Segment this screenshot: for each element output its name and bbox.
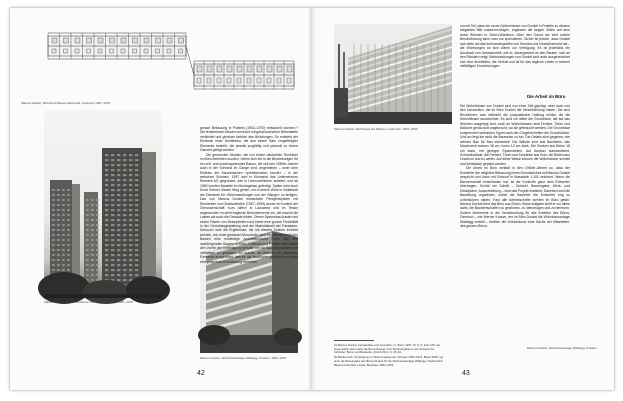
section-text	[460, 104, 570, 340]
footnote: 19 Marcus Dunkel, Fertigteilbau und Grundriss, in: Werk, 1967, Nr. 5, S. 310–318; als Gegenstück dazu siehe die Bemerkungen zum Wohnungsbau in der Schweiz bei Schröder, Beton und Baukultur, Zürich 2012, S. 45–52.	[334, 343, 440, 355]
paragraph: Die Arbeit im Büro verläuft in den 1960er-Jahren so, dass der Entwerfer die mögliche Bebauung eines Grundstückes mit Marcus Dunkel bespricht und dann mit Entwurf in Massstab 1:100 zeichnet. Wenn die Bauherrschaft entschieden hat, ist die Kontrolle ganz dem Entwerfer übertragen. Schritt um Schritt – Entwurf, Baueingabe, Werk- und Detailpläne, Ausschreibung – wird das Projekt realisiert. Daneben wird die Bauleitung organisiert, wobei die Bauleiter die Entwerfer eng zu unterstützen haben. Fast alle Arbeitsschritte werden im Büro getan. Marcus Dunkel führt das Büro aus Zürich. Seine Aufgabe sieht er vor allem darin, die Bauherrschaften zu gewinnen, zu überzeugen und zu betreuen. Zudem übernimmt er die Verantwortung für alle Arbeiten des Büros. Dennoch – wie Werner Knauer, der im Büro Dunkel die Wohnhausanlage Waldegg erstellt – bleiben die Wohnhäuser eine Sache der Mitarbeiter, des ganzen Büros.	[460, 166, 570, 229]
footnote: 20 Bettina Holt, Vorfertigung im Wohnungsbau der Schweiz 1960–1975, Basel 2009; vgl. auch die Baueingabe des Büros Dunkel für die Wohnhausanlage Waldegg, Staatsarchiv Basel-Landschaft, Liestal, Bauakten 1963–1966.	[334, 355, 444, 367]
footnote-rule	[334, 340, 374, 341]
bottom-right-caption: Marcus Dunkel, Wohnhausanlage Waldegg, Pratteln	[527, 346, 597, 350]
towers-photo	[44, 110, 162, 298]
page-number-right: 43	[462, 370, 470, 377]
facade-caption: Marcus Dunkel, Wohnhaus auf Stelzen, Lauterach, 1957–1959	[334, 127, 418, 131]
floor-plan-caption: Marcus Dunkel, Wohnhochhäuser Altenmark, Listenwil, 1967–1970	[21, 101, 111, 105]
paragraph: Die Wohnhäuser von Dunkel sind von einer Zeit geprägt, aber auch von den Umwerfern, die im Büro Dunkel die Verwirklichung haben. Sie sind Bezeichner, was vielleicht die pragmatische Haltung erklärt, die die Wohnhäuser auszeichnet. Es sind vor allem die Grundrisse, die auf das Wohnen ausgelegt sind; auch an Wohnhäusern sind Fenster, Türen und Balkone genau dort angebracht, wo sie gebraucht werden. Die Grundrisse entsprechen vertrauten Typen nach den Gegebenheiten der Grundstücke. Und wo liegt sie nicht die Bauweise zu tun. Die Details sind gegeben; wie werden Bau für Bau entwickelt. Die Wände sind aus Backstein, das Mauerwerk aussen 38 cm, innen 12 cm stark. Die Decken aus Beton 18 cm stark, mit geringer Spannweiten. Auf Ausbau standardisiert, Schrankwände, die Fenster, Türen und Schränke aus Holz, die Böden aus Linoleum und so weiter. Auf diese Weise können die Wohnhäuser schnell und verlässlich geplant werden.	[460, 104, 570, 166]
facade-photo	[334, 24, 452, 124]
book-spread	[10, 8, 614, 390]
book-gutter	[308, 8, 316, 390]
page-number-left: 42	[197, 370, 205, 377]
left-page	[10, 8, 311, 390]
footnotes	[334, 344, 444, 368]
floor-plan-drawing	[44, 24, 298, 98]
left-body-text	[200, 126, 298, 264]
paragraph: Die genannten Studien, die von einem deutschen Techniker im Büro betrieben wurden, reihen sich ein in die Bestrebungen für ein zeit- und kostensparendes Bauen, die seit den 1950er-Jahren auch in der Schweiz im Gange sind, angetrieben – unter dem Einfluss der französischen «préfabrication lourde» – in der welschen Schweiz. 1957 wird in Küsnacht das Unternehmen Element AG gegründet, das in Lizenzverfahren arbeitet, und ab 1960 werden Bauteile im Montagebau gefertigt. Später wird auch Ernst Göhner diesen Weg gehen, um in einem Werk in Volketswil die Elemente für «Wohnsiedlungen von der Stange» zu fertigen. Das von Marcus Dunkel entwickelte Fertigteilsystem mit Elementen von Gebäudehöhe (1957–1959) wurde im Kontext der Genossenschaft «Les Ailes» in Lausanne und im Tessin angewendet; es sieht tragende Betonelemente vor, die sowohl die Lasten als auch die Fassade bilden. Dieser Systembau basiert auf einem Raster von Betonpfeilern und bietet eine grosse Flexibilität in der Grundrissgestaltung und der Materialwahl der Fassaden. Dennoch sind die Ergebnisse, die mit diesem System erreicht wurden, von einer gewissen Monotonie nicht frei; ebenso fehlt den Bauten eine eindeutige architektonische Form. Bei den nachfolgenden Bauten in Wien, Listenwil und Pratteln hat Dunkel den Vorteil der Vorfertigung genutzt, um die Bauteile präziser und vielfältiger zu gestalten. So wurden die Balkone als plastische Elemente ausgebildet, welche die Baukörper gliedern und ihnen eine prägnante Erscheinung verleihen.	[200, 152, 298, 264]
section-heading: Die Arbeit im Büro	[527, 94, 566, 99]
towers-caption: Marcus Dunkel, Wohnhochhäuser Altenmark, Listenwil, 1967–1970	[44, 300, 134, 304]
balcony-caption: Marcus Dunkel, Wohnhausanlage Waldegg, Pratteln, 1963–1970	[200, 356, 287, 360]
right-page	[312, 8, 614, 390]
paragraph: um mit Teil, dass der neuen Wohnhäuser von Dunkel in Pratteln zu diesem eleganten Bild zusammenfügen, ergänzen die langen Zeilen auf dem Areal Wohnen in Zürich-Wiedikon. Über den Grund der eine solche Beschränkung kann man nur spekulieren. Sicher ist jedoch, dass Dunkel sich stets um das Ineinandergreifen von Struktur und Gestalt bemüht hat – die Wohnungen an sich waren zur Verfügung. Es ist jedenfalls ein Ausdruck von Gelassenheit, wie er, darangesetzt an den Bauten, sich an den Rändern zeigt. Wohnsiedlungen von Dunkel sind auch ausgezeichnet hat: eine Architektur, die Verlust und ist für das tägliche Leben in seinem vielfältigen Erscheinungen.	[460, 24, 570, 69]
right-body-text	[460, 24, 570, 94]
paragraph: grosse Bebauung in Pratteln (1963–1970) entwickelt worden.¹⁹ Die fensterlosen Mauern sind dort mit geschosshohen Betontafeln verkleidet und gleichen farblich den Brüstungen. So entsteht der Eindruck einer Architektur, die aus einem Satz vorgefertigter Elemente besteht, die jeweils sorgfältig und planvoll zu einem Ganzen gefügt wurden.	[200, 126, 298, 153]
